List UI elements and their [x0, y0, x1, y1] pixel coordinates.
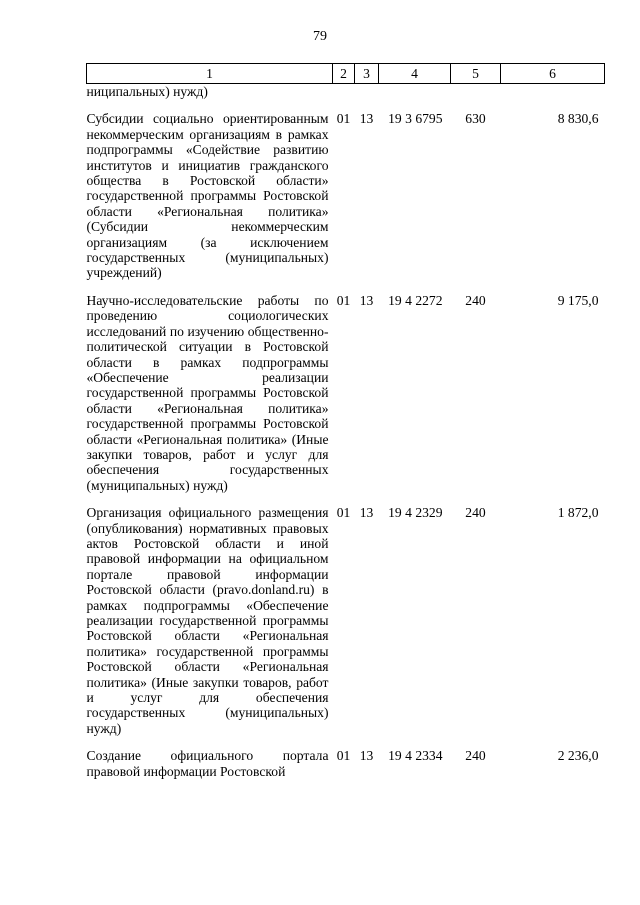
row-amount: 2 236,0	[557, 748, 599, 764]
page-number: 79	[313, 29, 327, 44]
row-amount: 8 830,6	[557, 111, 599, 127]
row-amount: 9 175,0	[557, 292, 599, 308]
header-col-1: 1	[87, 64, 333, 84]
row-subsection: 13	[359, 748, 374, 764]
header-row	[87, 64, 605, 84]
row-section: 01	[336, 505, 351, 521]
row-expense-type: 240	[465, 505, 486, 521]
continuation-row	[87, 84, 605, 100]
budget-table	[86, 63, 605, 779]
row-expense-type: 240	[465, 292, 486, 308]
row-description: Субсидии социально ориентированным некоммерческим организациям в рамках подпрограммы «Содействие развитию институтов и инициатив гражданского общества в Ростовской области» государственной программы Ростовской области «Региональная политика» (Субсидии некоммерческим организациям (за исключением государственных (муниципальных) учреждений)	[86, 111, 329, 281]
continuation-text: ниципальных) нужд)	[86, 84, 208, 99]
row-section: 01	[336, 748, 351, 764]
row-target-code: 19 4 2272	[388, 292, 443, 308]
row-subsection: 13	[359, 111, 374, 127]
row-target-code: 19 3 6795	[388, 111, 443, 127]
header-col-4: 4	[379, 64, 451, 84]
row-description: Научно-исследовательские работы по проведению социологических исследований по изучению общественно-политической ситуации в Ростовской области в рамках подпрограммы «Обеспечение реализации государственной программы Ростовской области «Региональная политика» государственной программы Ростовской области «Региональная политика» (Иные закупки товаров, работ и услуг для обеспечения государственных (муниципальных) нужд)	[86, 292, 329, 493]
header-col-5: 5	[451, 64, 501, 84]
row-section: 01	[336, 111, 351, 127]
row-expense-type: 630	[465, 111, 486, 127]
row-description: Создание официального портала правовой информации Ростовской	[86, 748, 329, 779]
header-col-2: 2	[333, 64, 355, 84]
header-col-3: 3	[355, 64, 379, 84]
table-header	[87, 64, 605, 84]
row-expense-type: 240	[465, 748, 486, 764]
table-row	[87, 505, 605, 736]
row-amount: 1 872,0	[557, 505, 599, 521]
row-target-code: 19 4 2329	[388, 505, 443, 521]
row-section: 01	[336, 292, 351, 308]
table-body	[87, 84, 605, 780]
row-subsection: 13	[359, 292, 374, 308]
table-row	[87, 111, 605, 280]
table-row	[87, 748, 605, 779]
table-row	[87, 293, 605, 493]
row-description: Организация официального размещения (опубликования) нормативных правовых актов Ростовской области и иной правовой информации на официальном портале правовой информации Ростовской области (pravo.donland.ru) в рамках подпрограммы «Обеспечение реализации государственной программы Ростовской области «Региональная политика» государственной программы Ростовской области «Региональная политика» (Иные закупки товаров, работ и услуг для обеспечения государственных (муниципальных) нужд)	[86, 505, 329, 736]
row-target-code: 19 4 2334	[388, 748, 443, 764]
row-subsection: 13	[359, 505, 374, 521]
header-col-6: 6	[501, 64, 605, 84]
